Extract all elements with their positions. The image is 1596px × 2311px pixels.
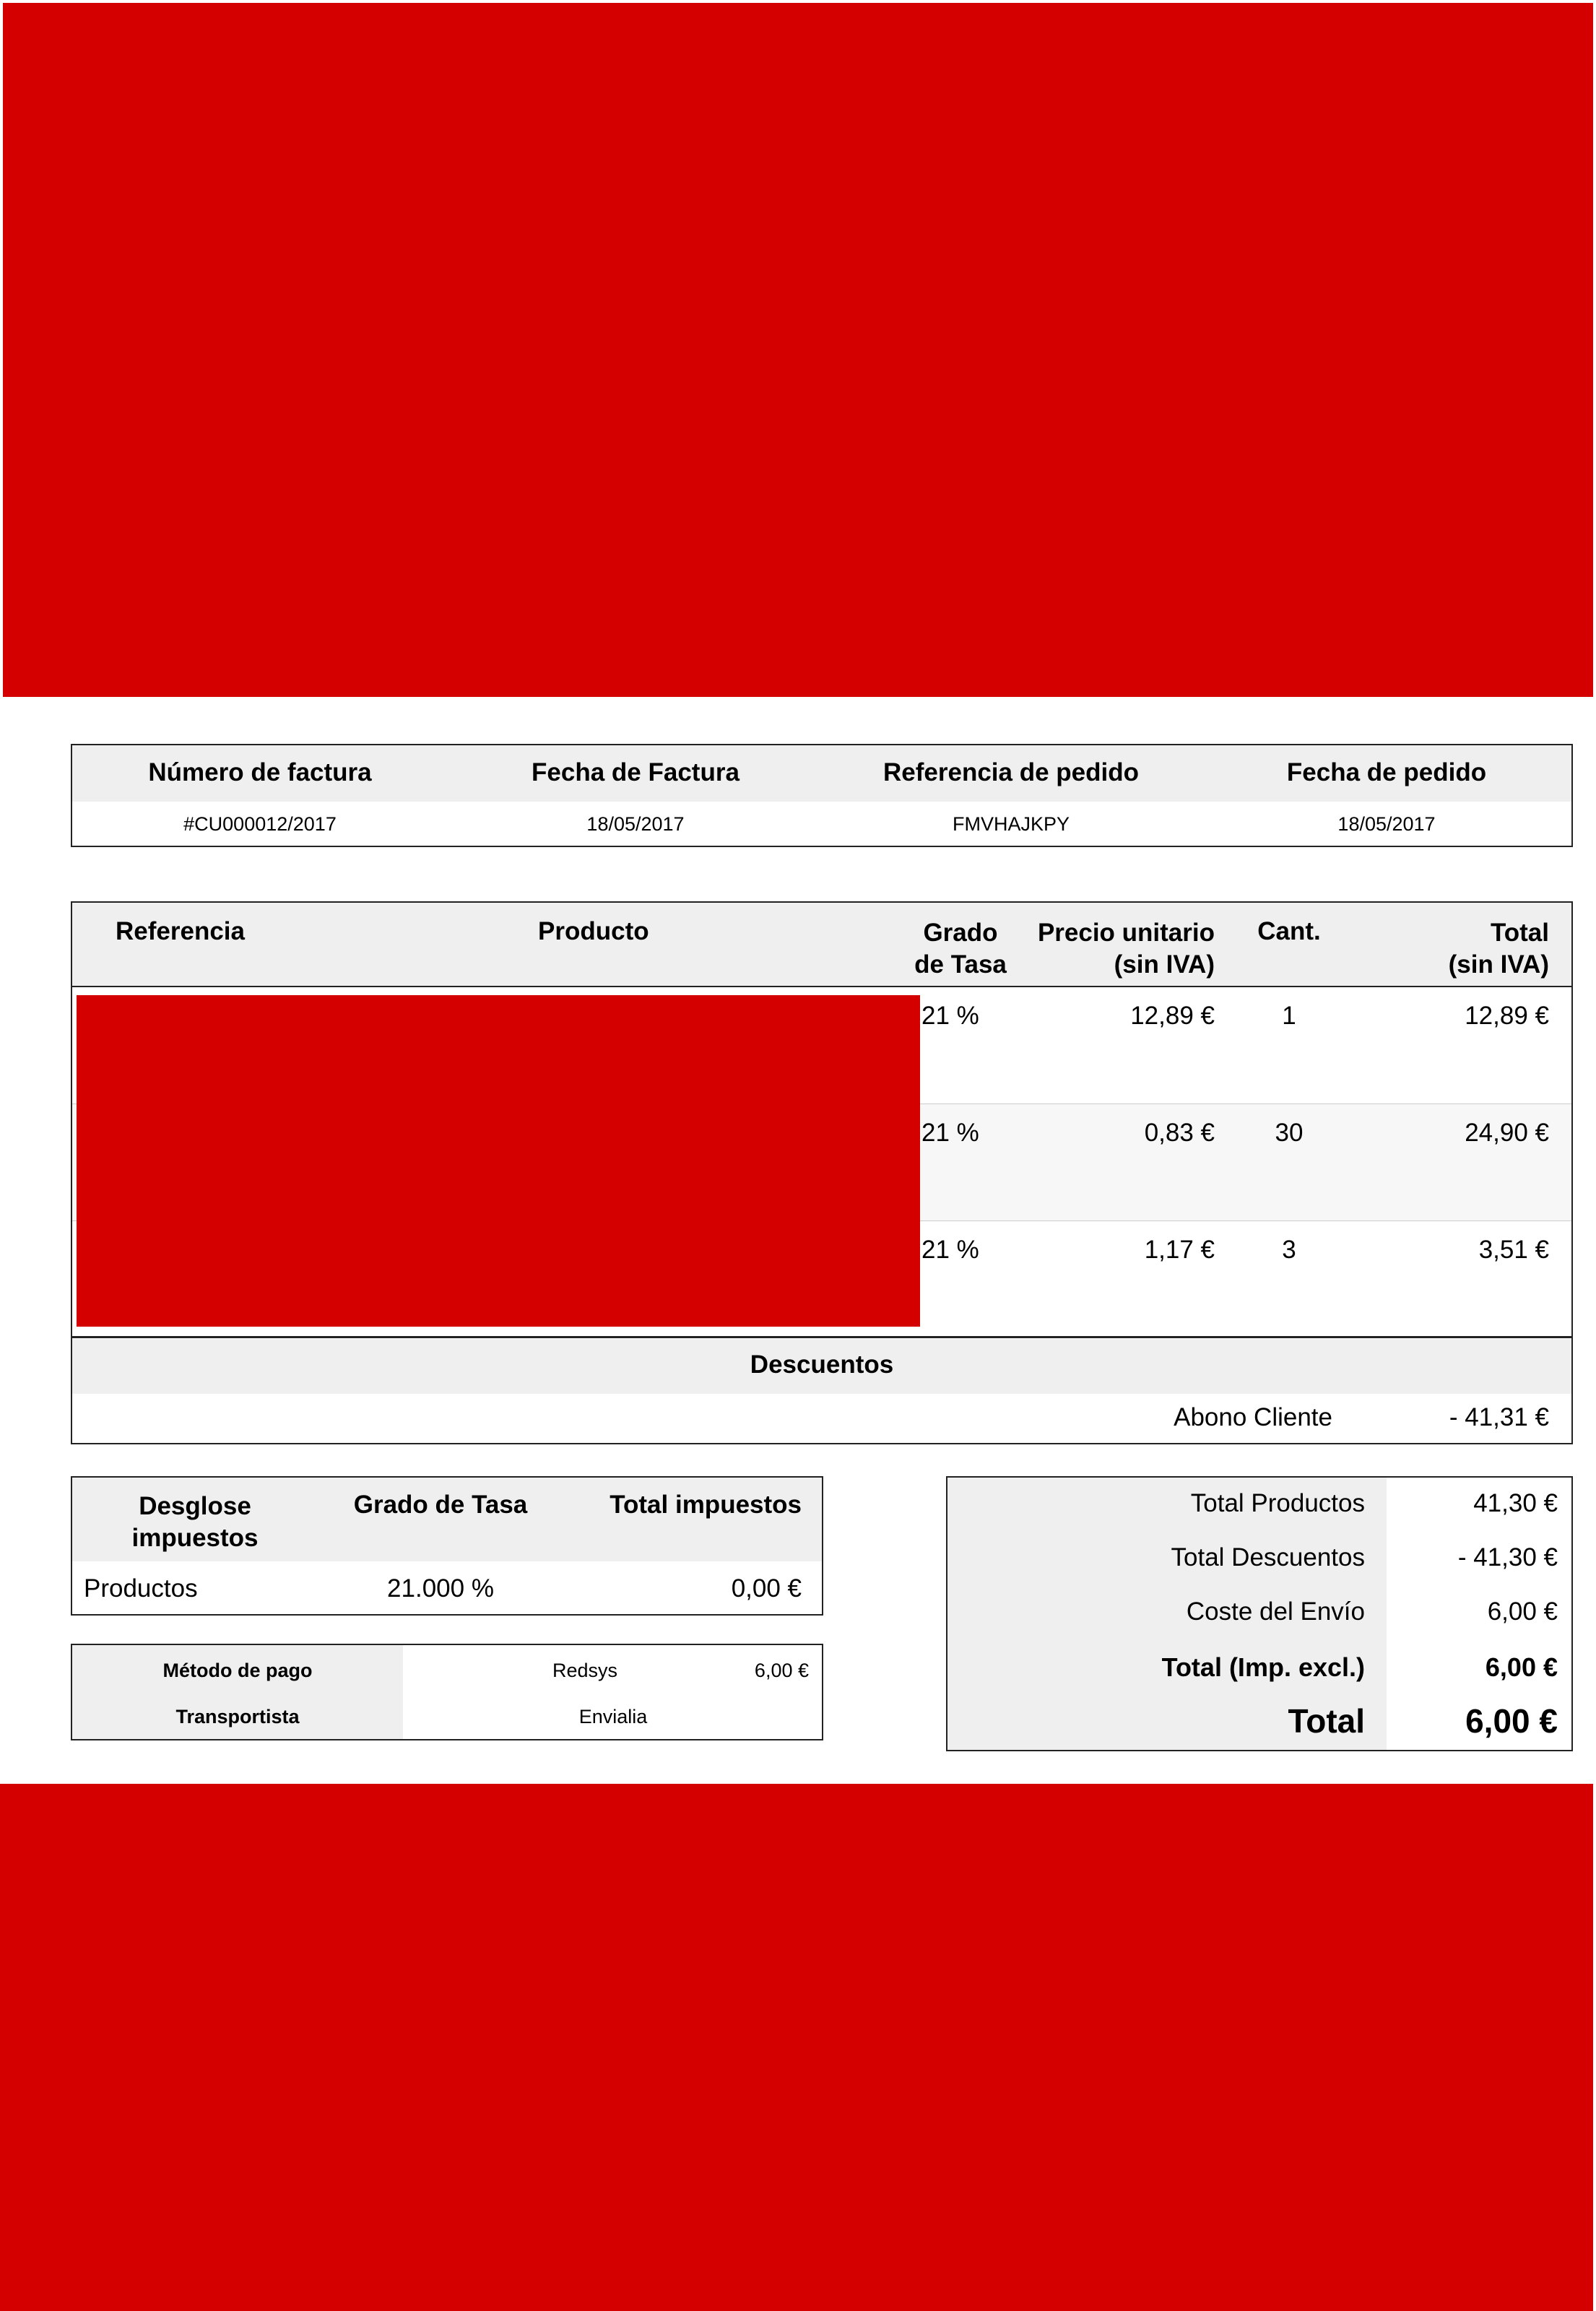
- header-tax-rate-1: Grado: [923, 919, 998, 947]
- header-tax-rate: [903, 917, 1018, 981]
- discounts-title: Descuentos: [750, 1350, 894, 1379]
- invoice-date: 18/05/2017: [586, 813, 685, 835]
- grand-total-label: Total: [1288, 1702, 1365, 1740]
- discount-label: Abono Cliente: [1174, 1403, 1332, 1431]
- redacted-products: [77, 995, 920, 1327]
- total-products-label: Total Productos: [1190, 1489, 1365, 1517]
- row-unit-price: 1,17 €: [1144, 1236, 1215, 1264]
- row-total: 24,90 €: [1465, 1119, 1549, 1147]
- carrier-label: Transportista: [175, 1706, 300, 1727]
- redacted-header: [3, 3, 1593, 697]
- products-table: [71, 901, 1573, 1444]
- header-unit-price: [1011, 917, 1215, 981]
- total-discounts-value: - 41,30 €: [1457, 1543, 1558, 1571]
- total-discounts-label: Total Descuentos: [1171, 1543, 1365, 1571]
- row-tax: 21 %: [921, 1236, 979, 1264]
- header-invoice-number: Número de factura: [148, 758, 372, 786]
- header-total-2: (sin IVA): [1448, 950, 1549, 979]
- row-total: 12,89 €: [1465, 1002, 1549, 1030]
- order-reference: FMVHAJKPY: [952, 813, 1070, 835]
- row-qty: 1: [1282, 1002, 1296, 1030]
- total-excl-label: Total (Imp. excl.): [1161, 1652, 1365, 1682]
- header-tax-rate-2: de Tasa: [914, 950, 1007, 979]
- header-total-1: Total: [1490, 919, 1549, 947]
- total-excl-value: 6,00 €: [1485, 1652, 1558, 1682]
- total-products-value: 41,30 €: [1473, 1489, 1558, 1517]
- header-order-reference: Referencia de pedido: [883, 758, 1139, 786]
- payment-amount: 6,00 €: [754, 1660, 809, 1681]
- row-total: 3,51 €: [1478, 1236, 1549, 1264]
- header-order-date: Fecha de pedido: [1286, 758, 1487, 786]
- shipping-value: 6,00 €: [1487, 1597, 1558, 1626]
- row-qty: 30: [1275, 1119, 1304, 1147]
- header-tax-total: Total impuestos: [610, 1491, 802, 1519]
- redacted-footer: [0, 1784, 1593, 2311]
- payment-table: [71, 1644, 823, 1740]
- totals-table: [946, 1476, 1573, 1751]
- order-date: 18/05/2017: [1337, 813, 1436, 835]
- header-invoice-date: Fecha de Factura: [532, 758, 740, 786]
- header-tax-rate: Grado de Tasa: [353, 1491, 528, 1519]
- carrier: Envialia: [578, 1706, 648, 1727]
- header-product: Producto: [538, 917, 649, 945]
- invoice-number: #CU000012/2017: [183, 813, 337, 835]
- payment-method: Redsys: [552, 1660, 618, 1681]
- invoice-info-table: [71, 744, 1573, 847]
- discount-value: - 41,31 €: [1449, 1403, 1549, 1431]
- tax-row-total: 0,00 €: [731, 1574, 802, 1603]
- header-tax-breakdown: Desglose impuestos: [131, 1492, 259, 1552]
- grand-total-value: 6,00 €: [1465, 1702, 1558, 1740]
- header-total: [1372, 917, 1549, 981]
- row-tax: 21 %: [921, 1119, 979, 1147]
- header-qty: Cant.: [1257, 917, 1321, 945]
- tax-breakdown-table: [71, 1476, 823, 1616]
- payment-method-label: Método de pago: [162, 1660, 313, 1681]
- header-unit-price-2: (sin IVA): [1114, 950, 1215, 979]
- tax-row-label: Productos: [84, 1574, 198, 1603]
- header-unit-price-1: Precio unitario: [1037, 919, 1215, 947]
- row-unit-price: 12,89 €: [1130, 1002, 1215, 1030]
- row-qty: 3: [1282, 1236, 1296, 1264]
- tax-row-rate: 21.000 %: [387, 1574, 494, 1603]
- row-unit-price: 0,83 €: [1144, 1119, 1215, 1147]
- header-reference: Referencia: [116, 917, 245, 945]
- shipping-label: Coste del Envío: [1186, 1597, 1365, 1626]
- row-tax: 21 %: [921, 1002, 979, 1030]
